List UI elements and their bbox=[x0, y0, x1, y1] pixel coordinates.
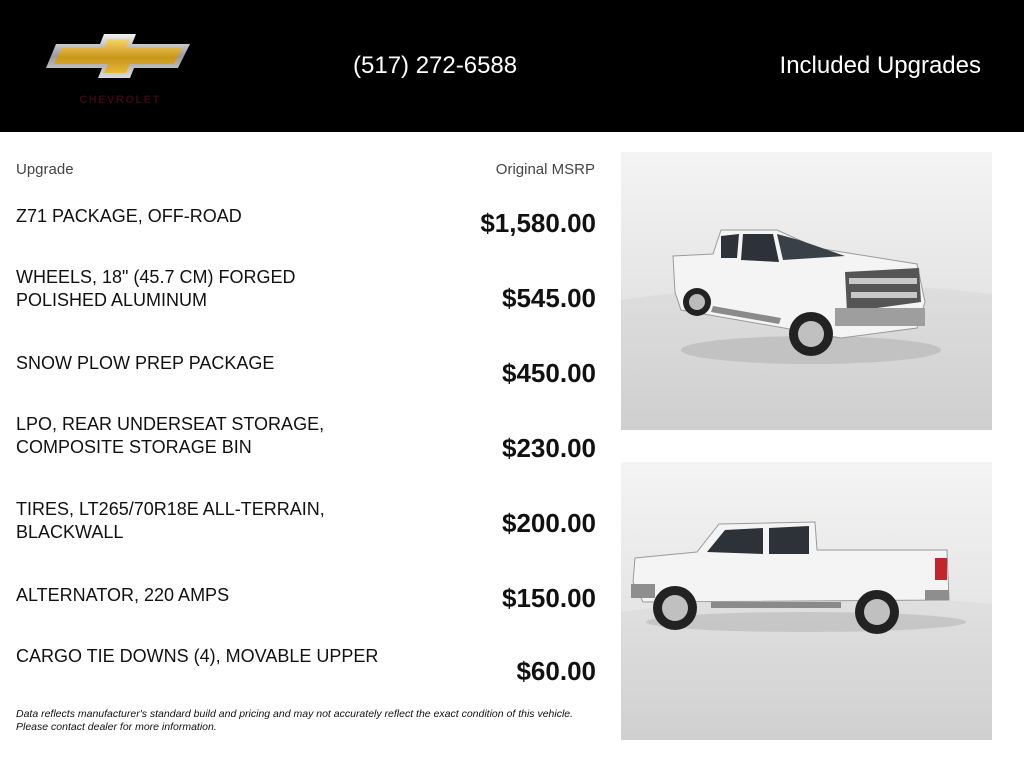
column-header-upgrade: Upgrade bbox=[16, 161, 74, 178]
upgrade-name: TIRES, LT265/70R18E ALL-TERRAIN, BLACKWALL bbox=[16, 499, 325, 542]
upgrade-row bbox=[16, 352, 596, 422]
upgrade-price: $150.00 bbox=[502, 583, 596, 613]
upgrade-row bbox=[16, 205, 596, 275]
upgrade-name: SNOW PLOW PREP PACKAGE bbox=[16, 353, 275, 373]
upgrade-name: WHEELS, 18" (45.7 CM) FORGED POLISHED ALUMINUM bbox=[16, 267, 296, 310]
truck-side-profile-photo bbox=[621, 462, 992, 740]
upgrade-name: Z71 PACKAGE, OFF-ROAD bbox=[16, 206, 242, 226]
upgrade-row bbox=[16, 266, 596, 336]
brand-wordmark: CHEVROLET bbox=[79, 94, 161, 106]
truck-front-three-quarter-photo bbox=[621, 152, 992, 430]
upgrade-price: $1,580.00 bbox=[480, 208, 596, 238]
upgrade-price: $450.00 bbox=[502, 358, 596, 388]
upgrade-price: $230.00 bbox=[502, 433, 596, 463]
upgrade-row bbox=[16, 645, 596, 715]
column-header-msrp: Original MSRP bbox=[495, 161, 595, 178]
upgrade-row bbox=[16, 584, 596, 654]
upgrade-price: $60.00 bbox=[516, 656, 596, 686]
disclaimer-text: Data reflects manufacturer's standard build and pricing and may not accurately reflect the exact condition of this vehicle. Please contact dealer for more information. bbox=[16, 708, 574, 733]
upgrade-name: LPO, REAR UNDERSEAT STORAGE, COMPOSITE STORAGE BIN bbox=[16, 414, 325, 457]
upgrade-name: ALTERNATOR, 220 AMPS bbox=[16, 585, 230, 605]
upgrade-price: $200.00 bbox=[502, 508, 596, 538]
upgrade-row bbox=[16, 413, 596, 483]
dealer-phone[interactable]: (517) 272-6588 bbox=[353, 52, 518, 79]
header-bar bbox=[0, 0, 1024, 132]
upgrade-row bbox=[16, 498, 596, 568]
upgrade-name: CARGO TIE DOWNS (4), MOVABLE UPPER bbox=[16, 646, 379, 666]
chevrolet-logo bbox=[44, 32, 194, 112]
bowtie-icon bbox=[44, 32, 194, 92]
upgrade-price: $545.00 bbox=[502, 283, 596, 313]
page-title: Included Upgrades bbox=[779, 52, 981, 79]
